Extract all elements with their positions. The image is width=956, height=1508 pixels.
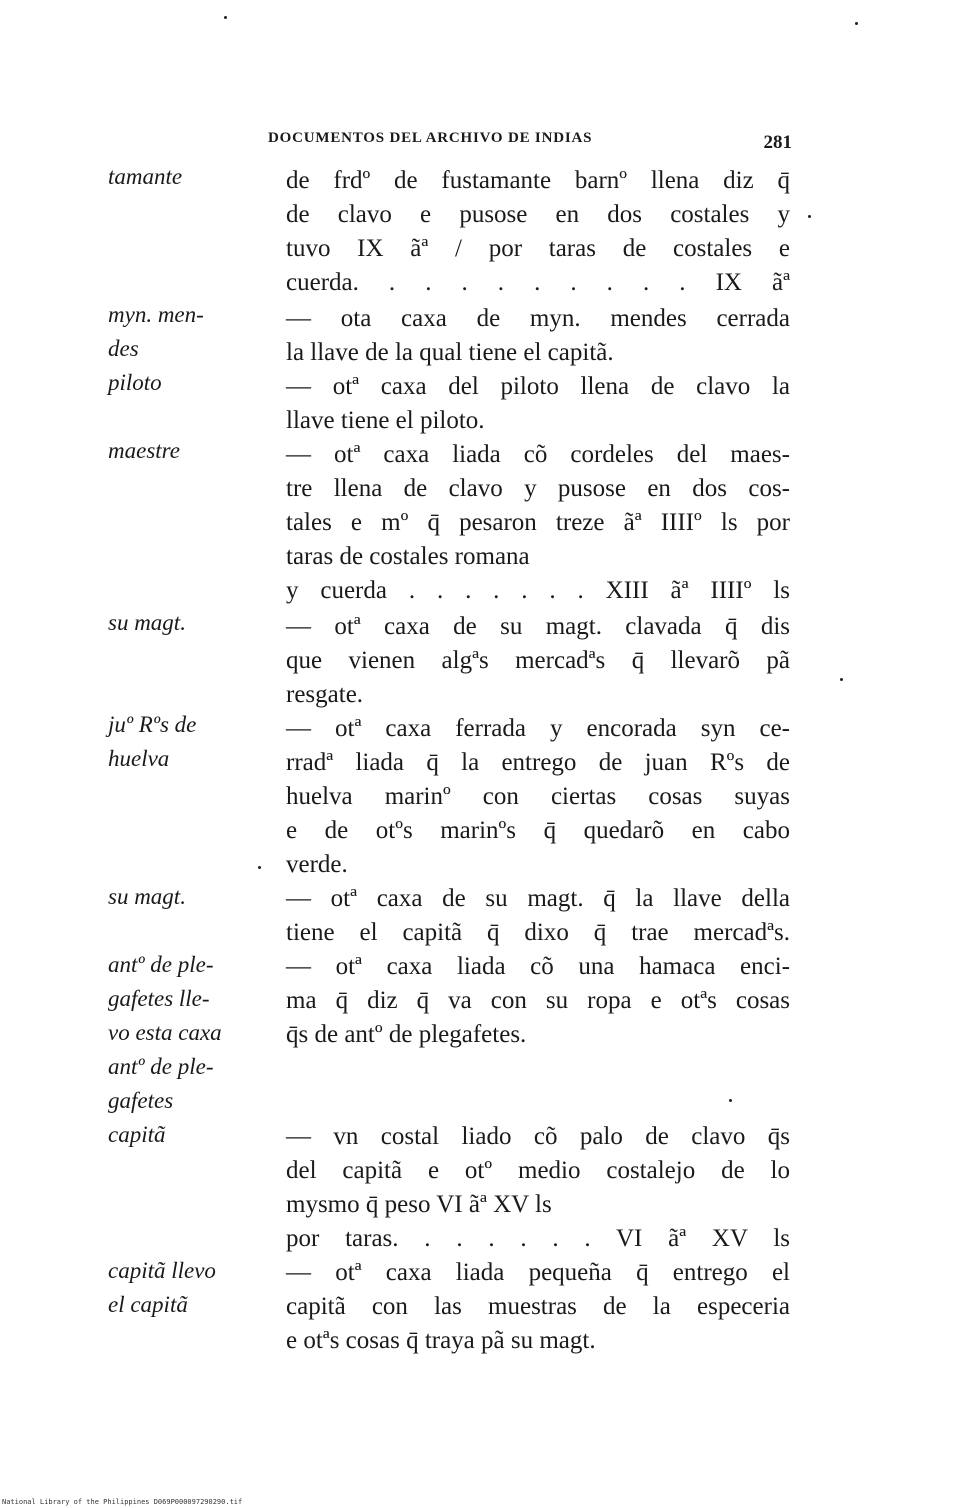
cargo-entry (286, 882, 790, 950)
entry-line: mysmo q̄ peso VI ãª XV ls (286, 1191, 552, 1218)
entry-line: llave tiene el piloto. (286, 407, 485, 434)
entry-line: — vn costal liado cõ palo de clavo q̄s (286, 1123, 790, 1150)
entry-line: tiene el capitã q̄ dixo q̄ trae mercadªs. (286, 919, 790, 946)
margin-note (108, 606, 266, 640)
entry-line: — otª caxa liada cõ cordeles del maes- (286, 441, 790, 468)
margin-note-line: antº de ple- (108, 952, 214, 977)
margin-note (108, 434, 266, 468)
entry-line: de clavo e pusose en dos costales y (286, 201, 790, 228)
running-title: DOCUMENTOS DEL ARCHIVO DE INDIAS (268, 130, 593, 146)
page-header (268, 130, 798, 154)
margin-note (108, 160, 266, 194)
margin-note (108, 1254, 266, 1322)
entry-line: del capitã e otº medio costalejo de lo (286, 1157, 790, 1184)
entry-line: — otª caxa de su magt. q̄ la llave della (286, 885, 790, 912)
entry-line: y cuerda . . . . . . . XIII ãª IIIIº ls (286, 577, 790, 604)
margin-note (108, 298, 266, 366)
scan-speck (729, 1099, 732, 1102)
scan-speck (855, 22, 858, 25)
cargo-entry (286, 712, 790, 882)
entry-line: por taras. . . . . . . VI ãª XV ls (286, 1225, 790, 1252)
entry-line: taras de costales romana (286, 543, 530, 570)
margin-note-line: antº de ple- (108, 1054, 214, 1079)
entry-line: — otª caxa liada pequeña q̄ entrego el (286, 1259, 790, 1286)
cargo-entry (286, 610, 790, 712)
scan-footer: National Library of the Philippines D069P000097290290.tif (2, 1498, 243, 1506)
margin-note-line: su magt. (108, 884, 186, 909)
margin-note-line: gafetes (108, 1088, 174, 1113)
entry-line: — ota caxa de myn. mendes cerrada (286, 305, 790, 332)
margin-note (108, 708, 266, 776)
cargo-entry (286, 302, 790, 370)
entry-line: ma q̄ diz q̄ va con su ropa e otªs cosas (286, 987, 790, 1014)
entry-line: e de otºs marinºs q̄ quedarõ en cabo (286, 817, 790, 844)
scan-speck (224, 16, 227, 19)
cargo-entry (286, 164, 790, 300)
entry-line: verde. (286, 851, 348, 878)
margin-note (108, 1118, 266, 1152)
cargo-entry (286, 1120, 790, 1256)
margin-note-line: el capitã (108, 1292, 188, 1317)
entry-line: que vienen algªs mercadªs q̄ llevarõ pã (286, 647, 790, 674)
margin-note-line: vo esta caxa (108, 1020, 222, 1045)
entry-line: — otª caxa de su magt. clavada q̄ dis (286, 613, 790, 640)
margin-note (108, 948, 266, 1118)
margin-note-line: gafetes lle- (108, 986, 210, 1011)
margin-note-line: huelva (108, 746, 170, 771)
cargo-entry (286, 950, 790, 1052)
entry-line: resgate. (286, 681, 364, 708)
scan-speck (840, 678, 843, 681)
entry-line: e otªs cosas q̄ traya pã su magt. (286, 1327, 596, 1354)
margin-note-line: juº Rºs de (108, 712, 197, 737)
margin-note (108, 880, 266, 914)
margin-note-line: myn. men- (108, 302, 204, 327)
cargo-entry (286, 1256, 790, 1358)
margin-note-line: su magt. (108, 610, 186, 635)
entry-line: capitã con las muestras de la especeria (286, 1293, 790, 1320)
entry-line: q̄s de antº de plegafetes. (286, 1021, 527, 1048)
cargo-entry (286, 438, 790, 608)
cargo-entry (286, 370, 790, 438)
entry-line: tuvo IX ãª / por taras de costales e (286, 235, 790, 262)
entry-line: rradª liada q̄ la entrego de juan Rºs de (286, 749, 790, 776)
margin-note-line: maestre (108, 438, 180, 463)
margin-note (108, 366, 266, 400)
entry-line: de frdº de fustamante barnº llena diz q̄ (286, 167, 790, 194)
entry-line: la llave de la qual tiene el capitã. (286, 339, 614, 366)
entry-line: — otª caxa ferrada y encorada syn ce- (286, 715, 790, 742)
entry-line: tre llena de clavo y pusose en dos cos- (286, 475, 790, 502)
entry-line: huelva marinº con ciertas cosas suyas (286, 783, 790, 810)
entry-line: tales e mº q̄ pesaron treze ãª IIIIº ls por (286, 509, 790, 536)
entry-line: — otª caxa liada cõ una hamaca enci- (286, 953, 790, 980)
page-number: 281 (763, 132, 792, 153)
margin-note-line: des (108, 336, 139, 361)
scan-speck (808, 215, 811, 218)
margin-note-line: capitã llevo (108, 1258, 216, 1283)
entry-line: — otª caxa del piloto llena de clavo la (286, 373, 790, 400)
scan-speck (258, 866, 261, 869)
margin-note-line: piloto (108, 370, 162, 395)
entry-line: cuerda. . . . . . . . . . IX ãª (286, 269, 790, 296)
margin-note-line: capitã (108, 1122, 166, 1147)
margin-note-line: tamante (108, 164, 183, 189)
